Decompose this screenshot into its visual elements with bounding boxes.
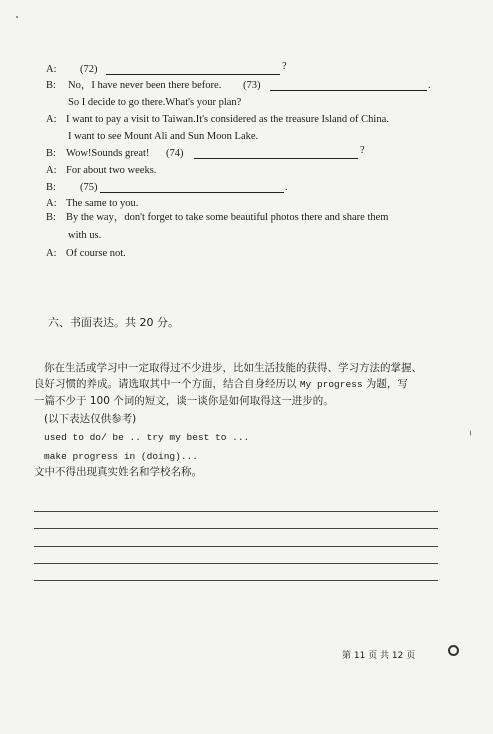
speaker-label: A:	[46, 64, 57, 75]
scan-speck	[16, 16, 18, 18]
end-punctuation: .	[285, 182, 288, 193]
question-number: (75)	[80, 182, 98, 193]
writing-line[interactable]	[34, 546, 438, 547]
hint-phrase: make progress in (doing)...	[44, 451, 198, 462]
speaker-label: A:	[46, 198, 57, 209]
answer-blank-73[interactable]	[270, 80, 427, 91]
dialogue-text: For about two weeks.	[66, 165, 157, 176]
instruction-note: 文中不得出现真实姓名和学校名称。	[34, 466, 202, 478]
speaker-label: B:	[46, 182, 56, 193]
dialogue-text: No，I have never been there before.	[68, 80, 222, 91]
writing-line[interactable]	[34, 511, 438, 512]
essay-title: My progress	[299, 379, 363, 390]
dialogue-text: Wow!Sounds great!	[66, 148, 150, 159]
answer-blank-74[interactable]	[194, 148, 358, 159]
hint-label: (以下表达仅供参考)	[44, 413, 137, 425]
circle-mark-icon	[448, 645, 459, 656]
prompt-line	[34, 378, 408, 391]
hint-phrase: used to do/ be .. try my best to ...	[44, 432, 250, 443]
speaker-label: A:	[46, 248, 57, 259]
prompt-line: 你在生活或学习中一定取得过不少进步，比如生活技能的获得、学习方法的掌握、	[44, 362, 422, 374]
dialogue-text: Of course not.	[66, 248, 126, 259]
section-heading: 六、书面表达。共 20 分。	[48, 316, 179, 329]
speaker-label: A:	[46, 114, 57, 125]
prompt-line: 一篇不少于 100 个词的短文，谈一谈你是如何取得这一进步的。	[34, 395, 334, 407]
writing-line[interactable]	[34, 528, 438, 529]
speaker-label: B:	[46, 212, 56, 223]
question-number: (72)	[80, 64, 98, 75]
page-number: 第 11 页 共 12 页	[342, 651, 416, 661]
answer-blank-72[interactable]	[106, 64, 280, 75]
dialogue-text: So I decide to go there.What's your plan?	[68, 97, 242, 108]
end-punctuation: .	[428, 80, 431, 91]
speaker-label: B:	[46, 80, 56, 91]
dialogue-text: I want to pay a visit to Taiwan.It's considered as the treasure Island of China.	[66, 114, 389, 125]
dialogue-text: I want to see Mount Ali and Sun Moon Lake.	[68, 131, 259, 142]
dialogue-text: The same to you.	[66, 198, 139, 209]
end-punctuation: ?	[360, 145, 365, 156]
answer-blank-75[interactable]	[100, 182, 284, 193]
question-number: (74)	[166, 148, 184, 159]
dialogue-text: By the way，don't forget to take some beautiful photos there and share them	[66, 212, 389, 223]
end-punctuation: ?	[282, 61, 287, 72]
question-number: (73)	[243, 80, 261, 91]
writing-line[interactable]	[34, 580, 438, 581]
scan-speck	[470, 430, 471, 436]
prompt-text: 良好习惯的养成。请选取其中一个方面，结合自身经历以	[34, 378, 300, 390]
speaker-label: B:	[46, 148, 56, 159]
prompt-text: 为题，写	[362, 378, 408, 390]
writing-line[interactable]	[34, 563, 438, 564]
dialogue-text: with us.	[68, 230, 102, 241]
speaker-label: A:	[46, 165, 57, 176]
